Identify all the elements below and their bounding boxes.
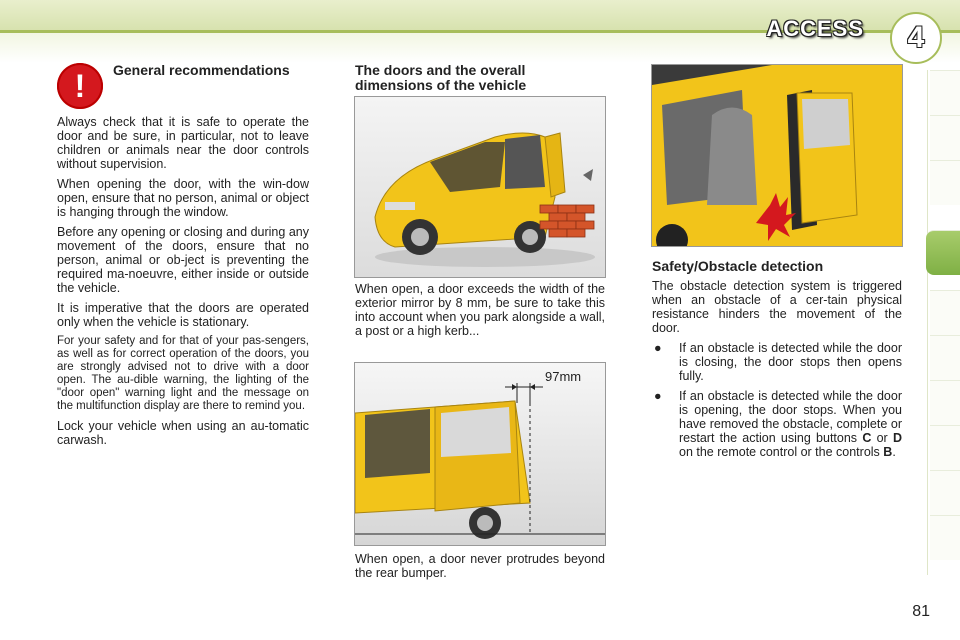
- general-paragraph: Lock your vehicle when using an au-tomatic carwash.: [57, 419, 309, 447]
- bullet-text: If an obstacle is detected while the door is opening, the door stops. When you have removed the obstacle, complete or restart the action using buttons: [679, 389, 902, 445]
- chapter-tab[interactable]: [930, 70, 960, 115]
- bullet-text: If an obstacle is detected while the door is closing, the door stops then opens fully.: [679, 341, 902, 383]
- bullet-icon: ●: [654, 341, 662, 355]
- chapter-tab[interactable]: [930, 380, 960, 425]
- chapter-badge: 4: [890, 12, 942, 64]
- chapter-tab[interactable]: [930, 470, 960, 515]
- doors-paragraph: When open, a door never protrudes beyond the rear bumper.: [355, 552, 605, 580]
- button-c-label: C: [862, 431, 872, 445]
- general-paragraph: For your safety and for that of your pas-sengers, as well as for correct operation of the doors, you are strongly advised not to drive with a door open. The au-dible warning, the lighting of the "door open" warning light and the message on the multifunction display are there to remind you.: [57, 335, 309, 412]
- general-heading: General recommendations: [113, 62, 290, 78]
- bullet-text: or: [871, 431, 893, 445]
- doors-heading: The doors and the overall dimensions of the vehicle: [355, 62, 527, 93]
- chapter-tab-active[interactable]: [926, 230, 960, 275]
- general-paragraph: When opening the door, with the win-dow open, ensure that no person, animal or object is hanging through the window.: [57, 177, 309, 219]
- doors-paragraph: When open, a door exceeds the width of the exterior mirror by 8 mm, be sure to take this into account when you park alongside a wall, a post or a high kerb...: [355, 282, 605, 338]
- exclamation-warning-icon: !: [57, 63, 103, 109]
- section-title: ACCESS: [766, 16, 864, 41]
- list-item: [652, 341, 902, 383]
- chapter-tab[interactable]: [930, 160, 960, 205]
- chapter-tabs: [927, 70, 960, 575]
- chapter-tab[interactable]: [930, 425, 960, 470]
- page-header: [0, 0, 960, 62]
- page-number: 81: [912, 603, 930, 620]
- chapter-tab[interactable]: [930, 515, 960, 560]
- general-paragraph: Before any opening or closing and during any movement of the doors, ensure that no person, animal or ob-ject is preventing the required ma-noeuvre, either inside or outside the vehicle.: [57, 225, 309, 295]
- car-obstacle-illustration: [651, 64, 903, 247]
- button-d-label: D: [892, 431, 902, 445]
- dimension-label: 97mm: [545, 369, 582, 384]
- chapter-tab[interactable]: [930, 115, 960, 160]
- controls-b-label: B: [883, 445, 893, 459]
- doors-text-2: [355, 552, 605, 586]
- general-paragraph: Always check that it is safe to operate the door and be sure, in particular, not to leave children or animals near the door controls without supervision.: [57, 115, 309, 171]
- bullet-text: on the remote control or the controls: [679, 445, 884, 459]
- chapter-tab[interactable]: [930, 335, 960, 380]
- car-rear-door-illustration: [354, 362, 606, 546]
- safety-heading: Safety/Obstacle detection: [652, 258, 824, 274]
- list-item: [652, 389, 902, 459]
- general-text: [57, 115, 309, 453]
- doors-text-1: [355, 282, 605, 344]
- car-wall-illustration: [354, 96, 606, 278]
- general-paragraph: It is imperative that the doors are operated only when the vehicle is stationary.: [57, 301, 309, 329]
- bullet-text: .: [892, 445, 896, 459]
- safety-text: [652, 279, 902, 465]
- bullet-icon: ●: [654, 389, 662, 403]
- safety-intro: The obstacle detection system is triggered when an obstacle of a cer-tain physical resistance hinders the movement of the door.: [652, 279, 902, 335]
- chapter-tab[interactable]: [930, 290, 960, 335]
